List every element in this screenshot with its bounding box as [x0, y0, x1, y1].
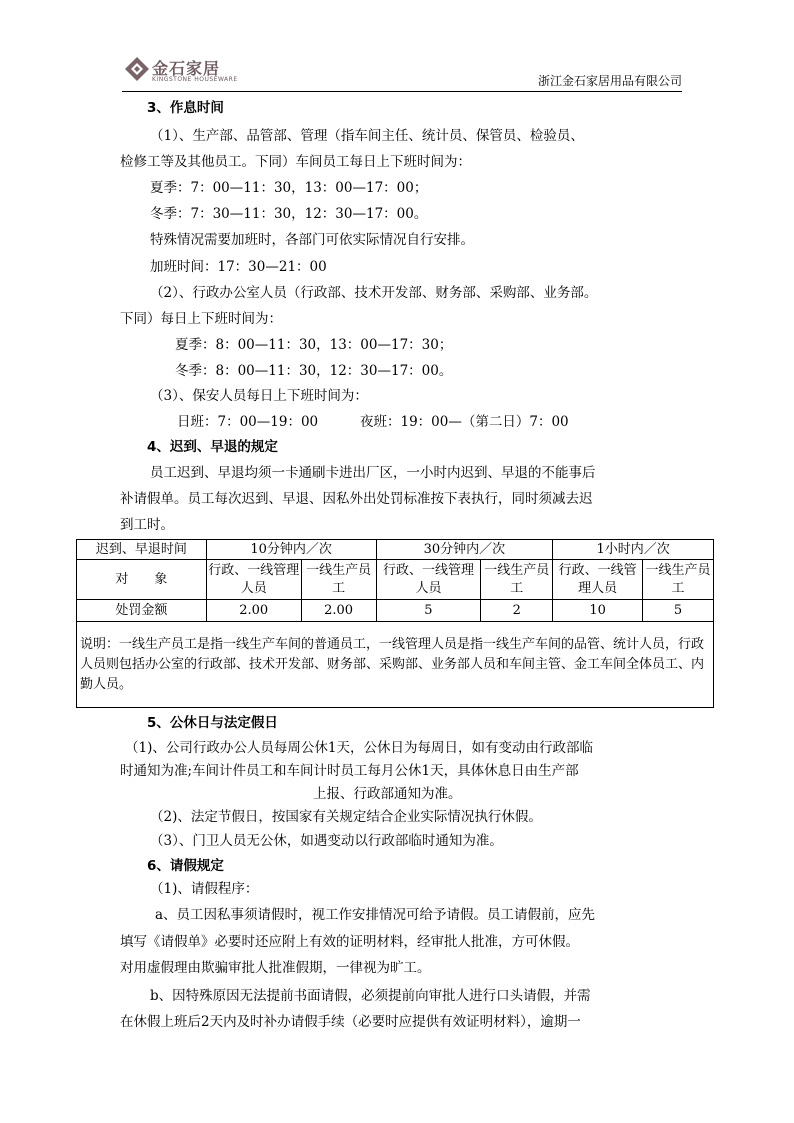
s6-item-b-2: 在休假上班后2天内及时补办请假手续（必要时应提供有效证明材料），逾期一 — [120, 1014, 581, 1030]
logo-diamond-icon — [124, 56, 150, 82]
section-4-title: 4、迟到、早退的规定 — [147, 439, 278, 455]
section-6-title: 6、请假规定 — [147, 858, 224, 874]
table-row — [77, 560, 714, 600]
header-late-time: 迟到、早退时间 — [77, 540, 207, 560]
fine-value: 5 — [643, 600, 714, 622]
table-row — [77, 622, 714, 708]
header-rule — [122, 91, 682, 92]
header-fine: 处罚金额 — [77, 600, 207, 622]
fine-value: 2.00 — [206, 600, 301, 622]
s5-paragraph-3: （3）、门卫人员无公休，如遇变动以行政部临时通知为准。 — [150, 833, 503, 849]
s3-winter-hours-2: 冬季：8：00—11：30，12：30—17：00。 — [175, 363, 453, 379]
s3-winter-hours-1: 冬季：7：30—11：30，12：30—17：00。 — [150, 206, 428, 222]
header-1hour: 1小时内／次 — [553, 540, 714, 560]
header-target: 对 象 — [77, 560, 207, 600]
header-10min: 10分钟内／次 — [206, 540, 376, 560]
logo-text: 金石家居 — [152, 59, 221, 78]
page-header — [122, 52, 682, 92]
s4-paragraph-3: 到工时。 — [120, 517, 174, 533]
fine-value: 2.00 — [301, 600, 376, 622]
cell-admin-30: 行政、一线管理人员 — [376, 560, 481, 600]
s5-paragraph-1b: 时通知为准;车间计件员工和车间计时员工每月公休1天，具体休息日由生产部 — [120, 763, 579, 779]
penalty-table — [76, 539, 714, 708]
s6-item-a-1: a、员工因私事须请假时，视工作安排情况可给予请假。员工请假前，应先 — [155, 907, 596, 923]
header-30min: 30分钟内／次 — [376, 540, 553, 560]
table-note: 说明：一线生产员工是指一线生产车间的普通员工，一线管理人员是指一线生产车间的品管、统计人员，行政人员则包括办公室的行政部、技术开发部、财务部、采购部、业务部人员和车间主管、金工车间全体员工、内勤人员。 — [77, 622, 714, 708]
logo-subtext: KINGSTONE HOUSEWARE — [152, 76, 238, 83]
s4-paragraph-2: 补请假单。员工每次迟到、早退、因私外出处罚标准按下表执行，同时须减去迟 — [120, 491, 593, 507]
s3-night-shift: 夜班：19：00—（第二日）7：00 — [360, 414, 569, 430]
s3-day-shift: 日班：7：00—19：00 — [177, 414, 319, 430]
fine-value: 2 — [481, 600, 553, 622]
s4-paragraph-1: 员工迟到、早退均须一卡通刷卡进出厂区，一小时内迟到、早退的不能事后 — [150, 465, 596, 481]
s3-overtime: 加班时间：17：30—21：00 — [150, 259, 327, 275]
cell-worker-60: 一线生产员工 — [643, 560, 714, 600]
s5-paragraph-1c: 上报、行政部通知为准。 — [313, 786, 462, 802]
cell-worker-30: 一线生产员工 — [481, 560, 553, 600]
s6-item-b-1: b、因特殊原因无法提前书面请假，必须提前向审批人进行口头请假，并需 — [150, 988, 591, 1004]
cell-worker-10: 一线生产员工 — [301, 560, 376, 600]
s3-paragraph-3: （3）、保安人员每日上下班时间为： — [150, 388, 368, 404]
s6-paragraph-1: （1)、请假程序： — [150, 881, 259, 897]
s5-paragraph-1a: （1)、公司行政办公人员每周公休1天，公休日为每周日，如有变动由行政部临 — [125, 740, 593, 756]
s3-summer-hours-2: 夏季：8：00—11：30，13：00—17：30； — [175, 337, 453, 353]
s3-paragraph-1b: 检修工等及其他员工。下同）车间员工每日上下班时间为： — [120, 154, 471, 170]
s6-item-a-2: 填写《请假单》必要时还应附上有效的证明材料，经审批人批准，方可休假。 — [120, 934, 579, 950]
section-5-title: 5、公休日与法定假日 — [147, 715, 278, 731]
fine-value: 10 — [553, 600, 643, 622]
table-row — [77, 600, 714, 622]
s6-item-a-3: 对用虚假理由欺骗审批人批准假期，一律视为旷工。 — [120, 960, 431, 976]
cell-admin-10: 行政、一线管理人员 — [206, 560, 301, 600]
section-3-title: 3、作息时间 — [147, 100, 224, 116]
s3-special-note: 特殊情况需要加班时，各部门可依实际情况自行安排。 — [150, 232, 474, 248]
s5-paragraph-2: （2)、法定节假日，按国家有关规定结合企业实际情况执行休假。 — [150, 809, 542, 825]
company-name: 浙江金石家居用品有限公司 — [537, 74, 682, 88]
table-row — [77, 540, 714, 560]
company-logo — [122, 52, 262, 90]
cell-admin-60: 行政、一线管理人员 — [553, 560, 643, 600]
fine-value: 5 — [376, 600, 481, 622]
s3-paragraph-2a: （2）、行政办公室人员（行政部、技术开发部、财务部、采购部、业务部。 — [150, 285, 598, 301]
s3-paragraph-1a: （1）、生产部、品管部、管理（指车间主任、统计员、保管员、检验员、 — [150, 128, 584, 144]
s3-paragraph-2b: 下同）每日上下班时间为： — [120, 311, 282, 327]
s3-summer-hours-1: 夏季：7：00—11：30，13：00—17：00； — [150, 180, 428, 196]
